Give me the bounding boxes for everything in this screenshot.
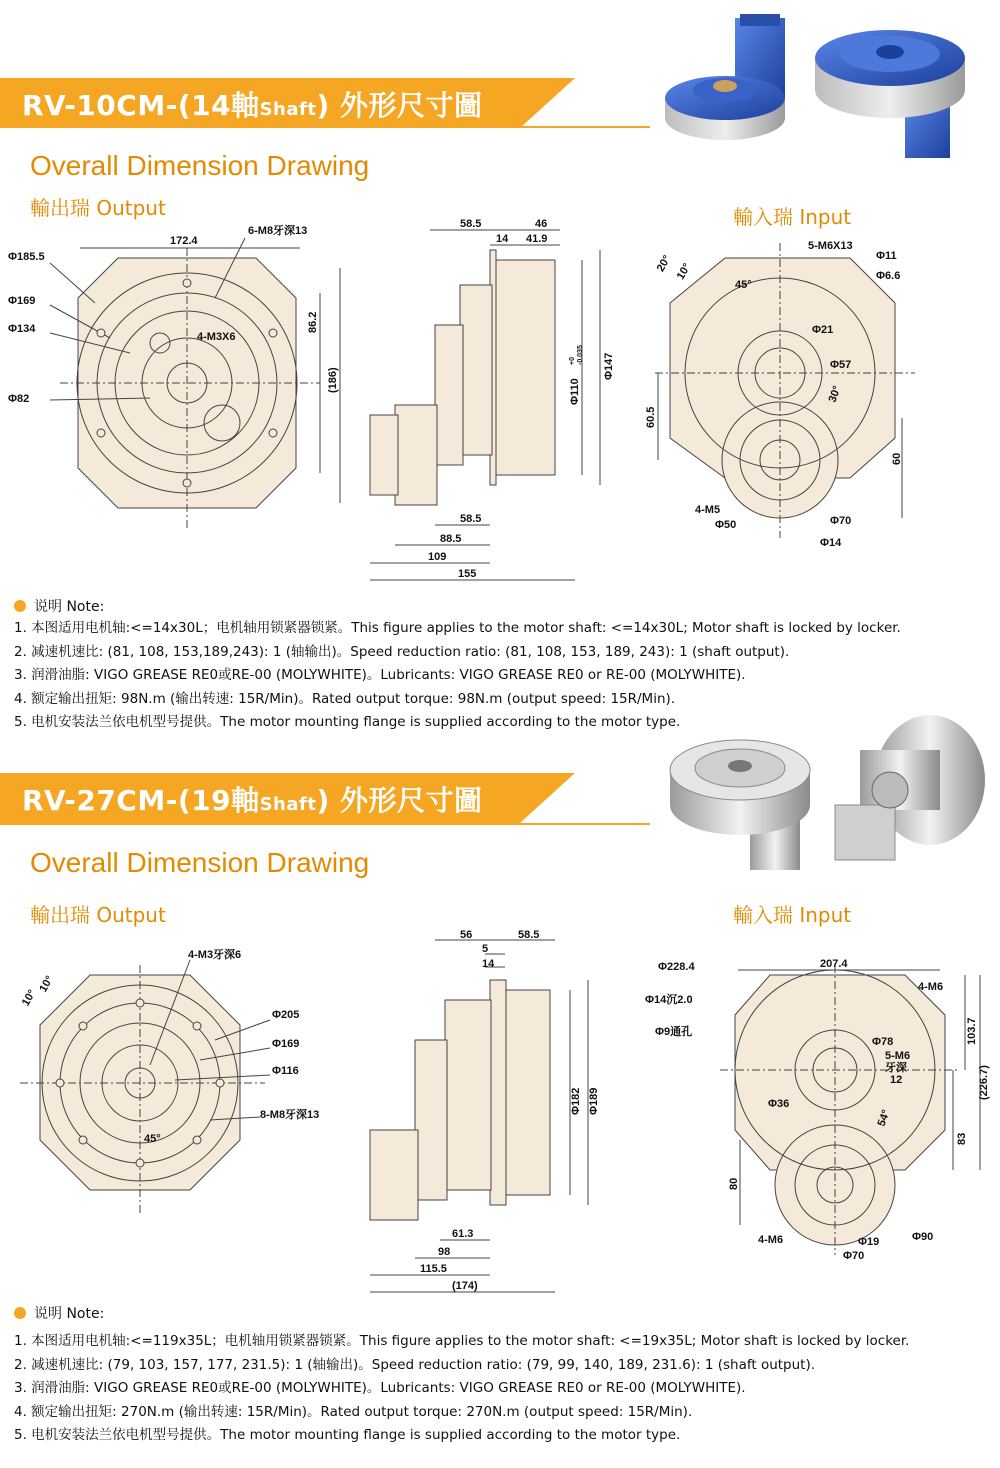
- dim-side1-9: 88.5: [440, 533, 462, 545]
- dim-side1-10: 109: [428, 551, 447, 563]
- dim-side2-3: 14: [482, 958, 495, 970]
- dim-side2-5: Φ189: [588, 1087, 600, 1115]
- note-bullet-icon: [14, 600, 26, 612]
- dim-output2-5: Φ116: [272, 1065, 299, 1077]
- section2-overall-heading: Overall Dimension Drawing: [30, 847, 370, 878]
- section1-output-label: 輸出瑞 Output: [30, 196, 166, 220]
- dim-side1-7: Φ147: [603, 352, 615, 380]
- dim-input1-13: Φ70: [830, 515, 852, 527]
- section1-output-drawing: [0, 225, 350, 588]
- dim-side2-9: (174): [452, 1280, 478, 1292]
- note-item: 5. 电机安装法兰依电机型号提供。The motor mounting flange is supplied according to the motor type.: [14, 714, 681, 730]
- section1-banner-tip: [520, 78, 575, 128]
- section2-title: RV-27CM-(19軸Shaft) 外形尺寸圖: [22, 784, 483, 817]
- note-bullet-icon: [14, 1307, 26, 1319]
- dim-input1-10: 60: [891, 452, 903, 465]
- dim-input1-6: Φ21: [812, 324, 834, 336]
- section1-note-heading: 说明 Note:: [14, 596, 104, 616]
- dim-input1-11: 4-M5: [695, 504, 721, 516]
- dim-side2-8: 115.5: [420, 1263, 447, 1275]
- dim-output1-7: 86.2: [307, 311, 319, 333]
- note-item: 2. 减速机速比: (81, 108, 153,189,243): 1 (轴输出)。Speed reduction ratio: (81, 108, 153, 189, 243): 1 (shaft output).: [14, 643, 790, 660]
- dim-input1-4: 10°: [674, 261, 694, 282]
- dim-output2-2: 10°: [37, 973, 57, 995]
- dim-input1-12: Φ50: [715, 519, 737, 531]
- dim-input1-0: 5-M6X13: [808, 240, 853, 252]
- dim-side1-5: +0: [569, 357, 576, 365]
- dim-input2-16: Φ19: [858, 1236, 880, 1248]
- note-item: 1. 本图适用电机轴:<=119x35L；电机轴用锁紧器锁紧。This figure applies to the motor shaft: <=19x35L; Motor shaft is locked by locker.: [14, 1333, 910, 1349]
- dim-input2-15: 4-M6: [758, 1234, 784, 1246]
- dim-input1-1: Φ11: [876, 250, 897, 262]
- dim-input2-14: 80: [728, 1177, 740, 1190]
- section1-side-drawing: [360, 215, 615, 585]
- dim-input1-3: 20°: [654, 253, 674, 274]
- section2-side-drawing: [360, 925, 610, 1295]
- dim-side2-1: 58.5: [518, 929, 540, 941]
- dim-side1-0: 58.5: [460, 218, 482, 230]
- dim-side1-2: 14: [496, 233, 509, 245]
- section2-input-label: 輸入瑞 Input: [733, 903, 852, 927]
- dim-input2-0: Φ228.4: [658, 961, 695, 973]
- dim-output1-4: 172.4: [170, 235, 198, 247]
- dim-input2-13: 83: [956, 1132, 968, 1145]
- dim-side2-6: 61.3: [452, 1228, 474, 1240]
- dim-side1-6: -0.035: [577, 345, 584, 365]
- dim-output2-7: 45°: [144, 1133, 161, 1145]
- section1-title: RV-10CM-(14軸Shaft) 外形尺寸圖: [22, 89, 483, 122]
- dim-input2-3: Φ14沉2.0: [645, 994, 693, 1006]
- note-item: 3. 润滑油脂: VIGO GREASE RE0或RE-00 (MOLYWHITE)。Lubricants: VIGO GREASE RE0 or RE-00 (MOLYWHITE).: [14, 1380, 746, 1396]
- dim-side1-3: 41.9: [526, 233, 548, 245]
- dim-input1-2: Φ6.6: [876, 270, 901, 282]
- dim-input1-14: Φ14: [820, 537, 842, 549]
- dim-input2-4: Φ9通孔: [655, 1026, 693, 1038]
- note-item: 4. 额定输出扭矩: 270N.m (输出转速: 15R/Min)。Rated output torque: 270N.m (output speed: 15R/Min).: [14, 1403, 693, 1420]
- dim-output2-0: 4-M3牙深6: [188, 949, 242, 961]
- section1-banner-underline: [0, 126, 650, 128]
- dim-output2-6: 8-M8牙深13: [260, 1109, 320, 1121]
- dim-side2-7: 98: [438, 1246, 451, 1258]
- section2-output-drawing: [0, 945, 340, 1245]
- dim-input2-8: 12: [890, 1074, 903, 1086]
- note-item: 2. 减速机速比: (79, 103, 157, 177, 231.5): 1 (轴输出)。Speed reduction ratio: (79, 99, 140, 189, 231.6): 1 (shaft output).: [14, 1356, 816, 1373]
- section2-banner-underline: [0, 823, 650, 825]
- section2-output-label: 輸出瑞 Output: [30, 903, 166, 927]
- dim-input2-10: (226.7): [978, 1065, 990, 1100]
- dim-output1-0: Φ185.5: [8, 251, 45, 263]
- dim-input2-2: 4-M6: [918, 981, 944, 993]
- dim-output1-2: Φ134: [8, 323, 36, 335]
- section1-overall-heading: Overall Dimension Drawing: [30, 150, 370, 181]
- dim-input2-9: 103.7: [966, 1017, 978, 1045]
- dim-side2-0: 56: [460, 929, 473, 941]
- note-item: 1. 本图适用电机轴:<=14x30L；电机轴用锁紧器锁紧。This figure applies to the motor shaft: <=14x30L; Motor shaft is locked by locker.: [14, 620, 901, 636]
- dim-output2-1: 10°: [19, 987, 39, 1009]
- dim-output1-5: 6-M8牙深13: [248, 225, 308, 237]
- section2-note-heading: 说明 Note:: [14, 1303, 104, 1323]
- dim-output1-6: 4-M3X6: [197, 331, 236, 343]
- dim-output1-3: Φ82: [8, 393, 30, 405]
- dim-side1-8: 58.5: [460, 513, 482, 525]
- dim-input1-5: 45°: [735, 279, 752, 291]
- dim-output1-1: Φ169: [8, 295, 36, 307]
- dim-side2-4: Φ182: [570, 1087, 582, 1115]
- dim-output1-8: (186): [327, 367, 339, 393]
- dim-side1-11: 155: [458, 568, 477, 580]
- section1-input-drawing: [640, 228, 930, 558]
- section1-product-photo: [650, 8, 980, 168]
- section2-product-photo: [655, 710, 995, 880]
- note-item: 4. 额定输出扭矩: 98N.m (输出转速: 15R/Min)。Rated output torque: 98N.m (output speed: 15R/Min).: [14, 690, 676, 707]
- dim-input2-18: Φ70: [843, 1250, 865, 1262]
- dim-input1-9: 60.5: [645, 406, 657, 428]
- dim-output2-4: Φ169: [272, 1038, 300, 1050]
- section1-input-label: 輸入瑞 Input: [733, 205, 852, 229]
- section2-input-drawing: [640, 955, 990, 1265]
- dim-input2-1: 207.4: [820, 958, 848, 970]
- dim-output2-3: Φ205: [272, 1009, 300, 1021]
- note-item: 3. 润滑油脂: VIGO GREASE RE0或RE-00 (MOLYWHITE)。Lubricants: VIGO GREASE RE0 or RE-00 (MOLYWHITE).: [14, 667, 746, 683]
- dim-input2-12: 54°: [875, 1108, 893, 1129]
- dim-input1-8: 30°: [826, 384, 844, 405]
- dim-side1-1: 46: [535, 218, 548, 230]
- dim-input2-7: 牙深: [885, 1062, 907, 1074]
- dim-input2-17: Φ90: [912, 1231, 934, 1243]
- section2-banner-tip: [520, 773, 575, 823]
- dim-input2-5: Φ78: [872, 1036, 894, 1048]
- dim-input1-7: Φ57: [830, 359, 852, 371]
- dim-side1-4: Φ110: [569, 378, 581, 405]
- dim-side2-2: 5: [482, 943, 489, 955]
- dim-input2-6: 5-M6: [885, 1050, 911, 1062]
- note-item: 5. 电机安装法兰依电机型号提供。The motor mounting flange is supplied according to the motor type.: [14, 1427, 681, 1443]
- dim-input2-11: Φ36: [768, 1098, 790, 1110]
- section2-notes: [14, 1330, 909, 1448]
